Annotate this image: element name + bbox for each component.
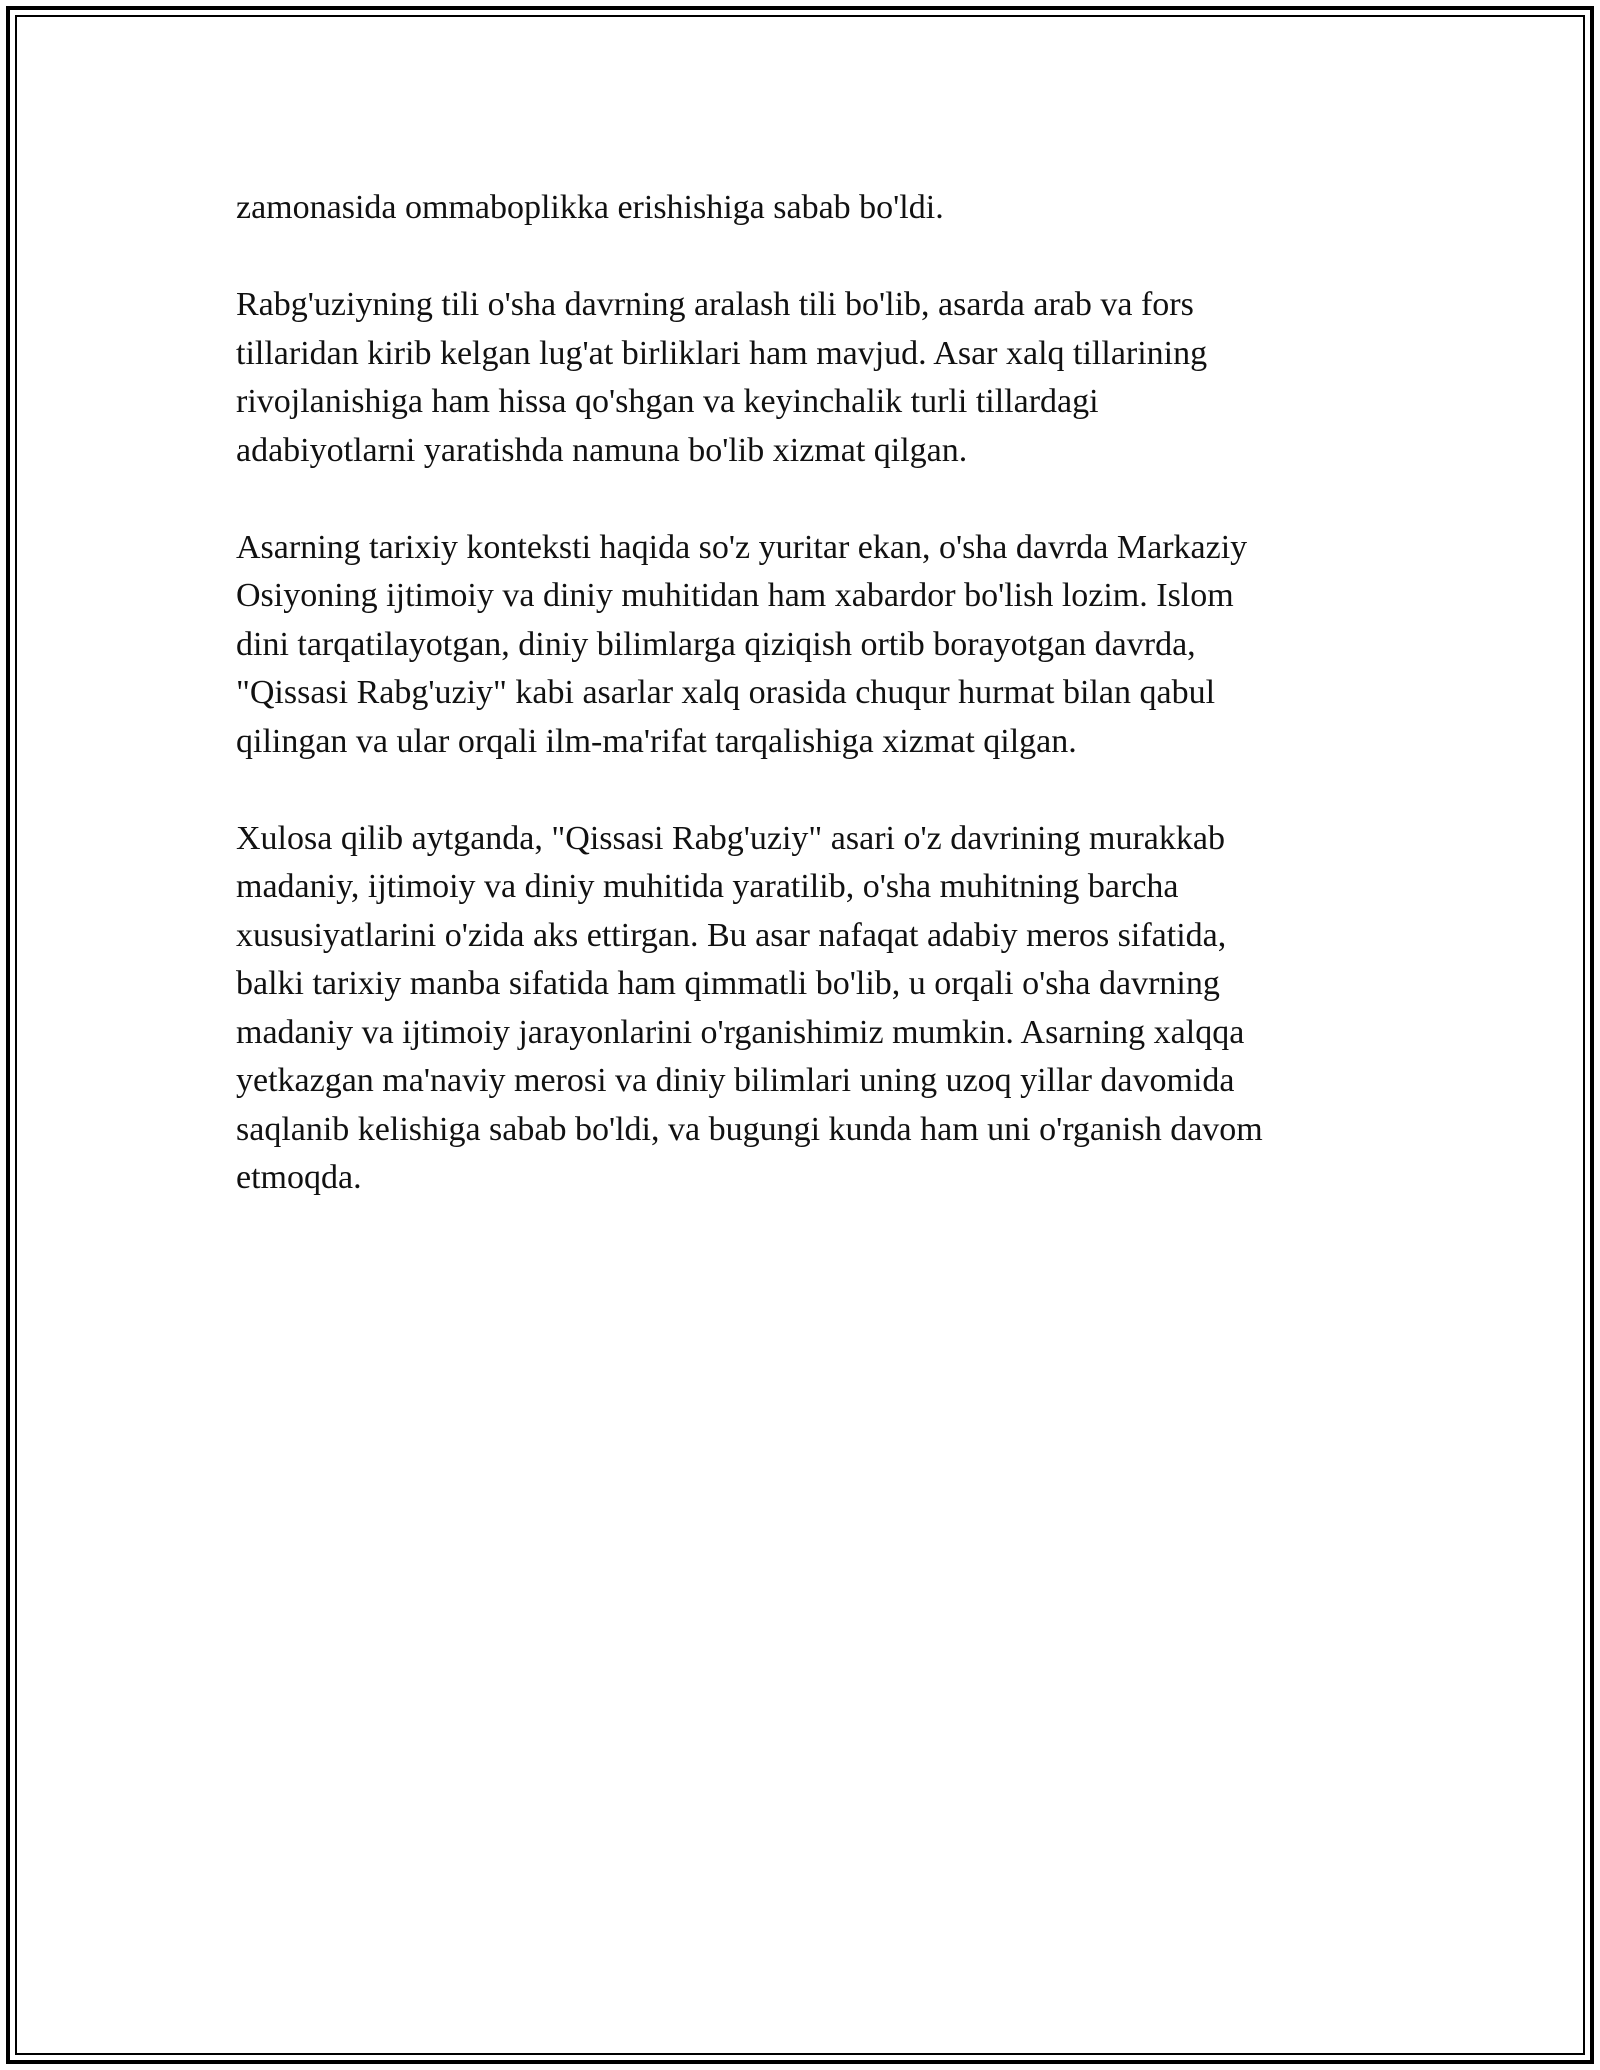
paragraph-4: Xulosa qilib aytganda, "Qissasi Rabg'uziy" asari o'z davrining murakkab madaniy, ijtimoiy va diniy muhitida yaratilib, o'sha muhitning barcha xususiyatlarini o'zida aks ettirgan. Bu asar nafaqat adabiy meros sifatida, balki tarixiy manba sifatida ham qimmatli bo'lib, u orqali o'sha davrning madaniy va ijtimoiy jarayonlarini o'rganishimiz mumkin. Asarning xalqqa yetkazgan ma'naviy merosi va diniy bilimlari uning uzoq yillar davomida saqlanib kelishiga sabab bo'ldi, va bugungi kunda ham uni o'rganish davom etmoqda.	[236, 819, 1263, 1196]
paragraph-2: Rabg'uziyning tili o'sha davrning aralash tili bo'lib, asarda arab va fors tillaridan kirib kelgan lug'at birliklari ham mavjud. Asar xalq tillarining rivojlanishiga ham hissa qo'shgan va keyinchalik turli tillardagi adabiyotlarni yaratishda namuna bo'lib xizmat qilgan.	[236, 286, 1208, 469]
document-body	[236, 184, 1376, 1251]
paragraph-3: Asarning tarixiy konteksti haqida so'z yuritar ekan, o'sha davrda Markaziy Osiyoning ijtimoiy va diniy muhitidan ham xabardor bo'lish lozim. Islom dini tarqatilayotgan, diniy bilimlarga qiziqish ortib borayotgan davrda, "Qissasi Rabg'uziy" kabi asarlar xalq orasida chuqur hurmat bilan qabul qilingan va ular orqali ilm-ma'rifat tarqalishiga xizmat qilgan.	[236, 528, 1248, 760]
paragraph-1: zamonasida ommaboplikka erishishiga sabab bo'ldi.	[236, 189, 944, 226]
